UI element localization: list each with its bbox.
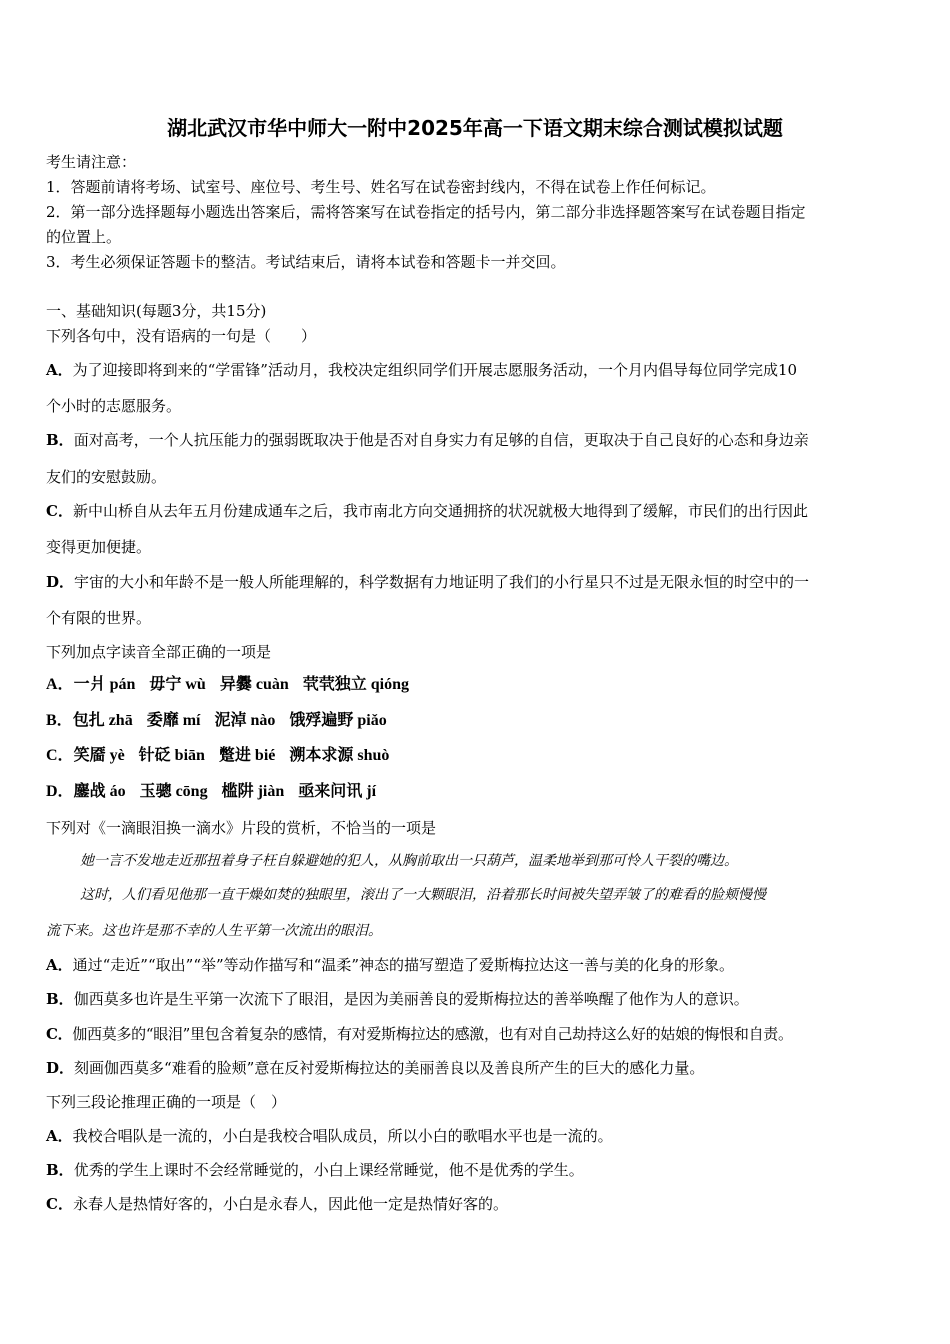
option-label: A． bbox=[46, 676, 74, 693]
q1-option-b-cont: 友们的安慰鼓励。 bbox=[46, 468, 167, 486]
q3-option-a-text: 通过“走近”“取出”“举”等动作描写和“温柔”神态的描写塑造了爱斯梅拉达这一善与美的化身的形象。 bbox=[72, 956, 734, 974]
q3-option-b bbox=[46, 989, 749, 1009]
q2-b-2: 委靡 mí bbox=[146, 712, 201, 729]
q4-option-b-text: 优秀的学生上课时不会经常睡觉的，小白上课经常睡觉，他不是优秀的学生。 bbox=[73, 1161, 584, 1179]
option-label: D． bbox=[46, 573, 75, 591]
option-label: B． bbox=[46, 431, 74, 449]
q4-stem: 下列三段论推理正确的一项是（ ） bbox=[46, 1093, 287, 1111]
q1-stem: 下列各句中，没有语病的一句是（ ） bbox=[46, 327, 317, 345]
q2-option-a bbox=[46, 675, 409, 695]
q4-option-a bbox=[46, 1126, 613, 1146]
q1-option-c-cont: 变得更加便捷。 bbox=[46, 538, 152, 556]
q4-option-b bbox=[46, 1160, 584, 1180]
q3-option-d bbox=[46, 1058, 704, 1078]
q2-a-3: 异爨 cuàn bbox=[219, 676, 289, 693]
q4-option-a-text: 我校合唱队是一流的，小白是我校合唱队成员，所以小白的歌唱水平也是一流的。 bbox=[72, 1127, 613, 1145]
notice-item-2: 2．第一部分选择题每小题选出答案后，需将答案写在试卷指定的括号内，第二部分非选择题答案写在试卷题目指定 bbox=[46, 203, 806, 221]
q2-option-d bbox=[46, 782, 376, 802]
q3-option-c bbox=[46, 1024, 793, 1044]
q1-option-d bbox=[46, 572, 809, 592]
q3-passage-line-1: 她一言不发地走近那扭着身子枉自躲避她的犯人，从胸前取出一只葫芦，温柔地举到那可怜人干裂的嘴边。 bbox=[80, 853, 738, 869]
q1-option-d-text: 宇宙的大小和年龄不是一般人所能理解的，科学数据有力地证明了我们的小行星只不过是无限永恒的时空中的一 bbox=[74, 573, 810, 591]
option-label: C． bbox=[46, 1195, 73, 1213]
q3-option-d-text: 刻画伽西莫多“难看的脸颊”意在反衬爱斯梅拉达的美丽善良以及善良所产生的巨大的感化力量。 bbox=[74, 1059, 705, 1077]
option-label: A． bbox=[46, 956, 73, 974]
q2-b-1: 包扎 zhā bbox=[72, 712, 133, 729]
option-label: A． bbox=[46, 361, 73, 379]
q1-option-d-cont: 个有限的世界。 bbox=[46, 609, 152, 627]
notice-item-3: 3．考生必须保证答题卡的整洁。考试结束后，请将本试卷和答题卡一并交回。 bbox=[46, 253, 566, 271]
notice-item-1: 1．答题前请将考场、试室号、座位号、考生号、姓名写在试卷密封线内，不得在试卷上作任何标记。 bbox=[46, 178, 716, 196]
q2-c-2: 针砭 biān bbox=[138, 747, 205, 764]
q2-d-3: 槛阱 jiàn bbox=[221, 783, 285, 800]
q1-option-c-text: 新中山桥自从去年五月份建成通车之后，我市南北方向交通拥挤的状况就极大地得到了缓解，市民们的出行因此 bbox=[72, 502, 808, 520]
q1-option-a-cont: 个小时的志愿服务。 bbox=[46, 397, 182, 415]
notice-heading: 考生请注意： bbox=[46, 153, 137, 171]
q2-d-2: 玉骢 cōng bbox=[139, 783, 208, 800]
q2-a-2: 毋宁 wù bbox=[149, 676, 206, 693]
q3-passage-line-3: 流下来。这也许是那不幸的人生平第一次流出的眼泪。 bbox=[46, 923, 382, 939]
notice-item-2-cont: 的位置上。 bbox=[46, 228, 122, 246]
section-heading: 一、基础知识(每题3分，共15分) bbox=[46, 302, 267, 320]
q2-b-4: 饿殍遍野 piǎo bbox=[289, 712, 387, 729]
q2-a-4: 茕茕独立 qióng bbox=[302, 676, 409, 693]
q4-option-c bbox=[46, 1194, 508, 1214]
option-label: C． bbox=[46, 502, 73, 520]
option-label: B． bbox=[46, 990, 74, 1008]
q2-d-4: 亟来问讯 jí bbox=[298, 783, 377, 800]
option-label: D． bbox=[46, 1059, 75, 1077]
option-label: B． bbox=[46, 1161, 74, 1179]
q2-stem: 下列加点字读音全部正确的一项是 bbox=[46, 643, 272, 661]
q1-option-a-text: 为了迎接即将到来的“学雷锋”活动月，我校决定组织同学们开展志愿服务活动，一个月内倡导每位同学完成10 bbox=[72, 361, 798, 379]
q3-stem: 下列对《一滴眼泪换一滴水》片段的赏析，不恰当的一项是 bbox=[46, 819, 437, 837]
q3-option-a bbox=[46, 955, 734, 975]
q2-d-1: 鏖战 áo bbox=[73, 783, 126, 800]
option-label: D． bbox=[46, 783, 74, 800]
q1-option-a bbox=[46, 360, 797, 380]
option-label: B． bbox=[46, 712, 73, 729]
q2-b-3: 泥淖 nào bbox=[214, 712, 276, 729]
q3-option-c-text: 伽西莫多的“眼泪”里包含着复杂的感情，有对爱斯梅拉达的感激，也有对自己劫持这么好的姑娘的悔恨和自责。 bbox=[72, 1025, 793, 1043]
q1-option-b bbox=[46, 430, 809, 450]
q1-option-c bbox=[46, 501, 808, 521]
option-label: A． bbox=[46, 1127, 73, 1145]
option-label: C． bbox=[46, 747, 74, 764]
q2-option-c bbox=[46, 746, 389, 766]
q3-option-b-text: 伽西莫多也许是生平第一次流下了眼泪，是因为美丽善良的爱斯梅拉达的善举唤醒了他作为人的意识。 bbox=[73, 990, 749, 1008]
q2-c-1: 笑靥 yè bbox=[73, 747, 125, 764]
q3-passage-line-2: 这时，人们看见他那一直干燥如焚的独眼里，滚出了一大颗眼泪，沿着那长时间被失望弄皱了的难看的脸颊慢慢 bbox=[80, 887, 766, 903]
q2-a-1: 一爿 pán bbox=[73, 676, 136, 693]
q4-option-c-text: 永春人是热情好客的，小白是永春人，因此他一定是热情好客的。 bbox=[72, 1195, 508, 1213]
option-label: C． bbox=[46, 1025, 73, 1043]
q2-c-4: 溯本求源 shuò bbox=[289, 747, 390, 764]
q2-c-3: 蹩进 bié bbox=[218, 747, 276, 764]
q2-option-b bbox=[46, 711, 387, 731]
exam-title: 湖北武汉市华中师大一附中2025年高一下语文期末综合测试模拟试题 bbox=[167, 116, 783, 140]
q1-option-b-text: 面对高考，一个人抗压能力的强弱既取决于他是否对自身实力有足够的自信，更取决于自己良好的心态和身边亲 bbox=[73, 431, 809, 449]
